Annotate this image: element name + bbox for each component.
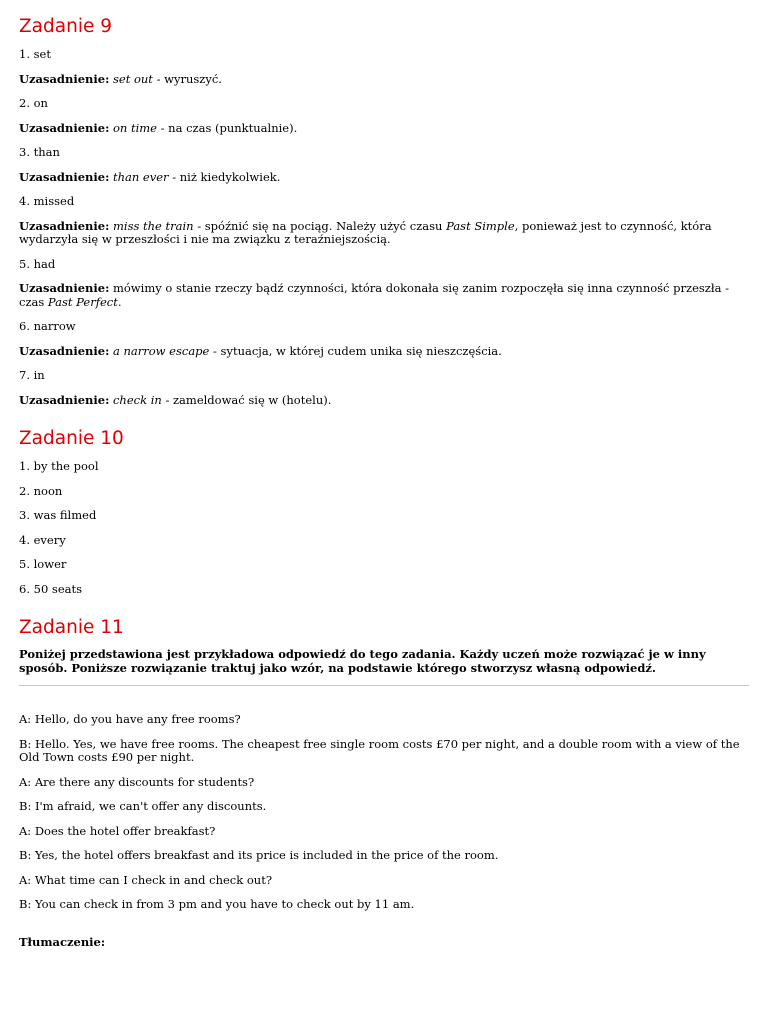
section-zadanie-9 [19, 14, 749, 407]
dialog-line: A: Hello, do you have any free rooms? [19, 712, 241, 726]
justification-label: Uzasadnienie: [19, 343, 110, 358]
section-zadanie-10 [19, 426, 749, 596]
explanation-end: . [117, 294, 122, 309]
justification-label: Uzasadnienie: [19, 281, 110, 295]
answer-6: 6. 50 seats [19, 581, 83, 596]
justification-7 [19, 394, 749, 408]
explanation: - sytuacja, w której cudem unika się nieszczęścia. [209, 343, 502, 358]
answer-3: 3. was filmed [19, 508, 97, 522]
answer-5: 5. had [19, 256, 56, 271]
section-title: Zadanie 11 [19, 617, 124, 638]
section-title: Zadanie 10 [19, 428, 124, 449]
dialog-line: B: You can check in from 3 pm and you have to check out by 11 am. [19, 897, 415, 911]
dialog-line: A: What time can I check in and check out? [19, 872, 272, 887]
justification-label: Uzasadnienie: [19, 169, 110, 184]
translation-heading: Tłumaczenie: [19, 934, 106, 949]
explanation: - na czas (punktualnie). [156, 120, 298, 135]
tense-name: Past Simple [446, 218, 515, 233]
justification-1 [19, 73, 749, 87]
intro-note: Poniżej przedstawiona jest przykładowa odpowiedź do tego zadania. Każdy uczeń może rozwiązać je w inny sposób. Poniższe rozwiązanie traktuj jako wzór, na podstawie którego stworzysz własną odpowiedź. [19, 647, 706, 675]
answer-1: 1. set [19, 47, 51, 61]
dialog-line: B: Yes, the hotel offers breakfast and its price is included in the price of the room. [19, 848, 499, 862]
answer-2: 2. noon [19, 483, 63, 498]
justification-2 [19, 122, 749, 136]
document-page [19, 14, 749, 949]
section-zadanie-11 [19, 615, 749, 949]
dialog-line: B: Hello. Yes, we have free rooms. The cheapest free single room costs £70 per night, and a double room with a view of the Old Town costs £90 per night. [19, 736, 740, 764]
answer-4: 4. missed [19, 194, 75, 208]
tense-name: Past Perfect [47, 294, 118, 309]
dialog-line: B: I'm afraid, we can't offer any discounts. [19, 799, 267, 813]
answer-5: 5. lower [19, 557, 67, 571]
justification-label: Uzasadnienie: [19, 120, 110, 135]
answer-3: 3. than [19, 145, 60, 159]
section-title: Zadanie 9 [19, 16, 112, 37]
dialog-line: A: Does the hotel offer breakfast? [19, 823, 216, 838]
explanation: - spóźnić się na pociąg. Należy użyć czasu [193, 218, 447, 233]
explanation: - wyruszyć. [152, 71, 222, 86]
answer-2: 2. on [19, 96, 48, 110]
term: on time [112, 120, 157, 135]
term: a narrow escape [112, 343, 210, 358]
explanation-continued: , ponieważ jest to czynność, która wydarzyła się w przeszłości i nie ma związku z teraźniejszością. [19, 218, 712, 246]
justification-3 [19, 171, 749, 185]
answer-6: 6. narrow [19, 319, 76, 333]
sample-dialog [19, 713, 749, 912]
justification-label: Uzasadnienie: [19, 71, 110, 86]
justification-label: Uzasadnienie: [19, 218, 110, 233]
answer-7: 7. in [19, 368, 45, 382]
explanation: mówimy o stanie rzeczy bądź czynności, która dokonała się zanim rozpoczęła się inna czynność przeszła - czas [19, 281, 729, 309]
justification-6 [19, 345, 749, 359]
explanation: - niż kiedykolwiek. [168, 169, 281, 184]
term: check in [112, 392, 162, 407]
justification-4 [19, 220, 749, 247]
answer-4: 4. every [19, 532, 66, 547]
justification-5 [19, 282, 749, 309]
term: than ever [112, 169, 169, 184]
dialog-line: A: Are there any discounts for students? [19, 774, 255, 789]
term: miss the train [112, 218, 194, 233]
term: set out [112, 71, 153, 86]
answer-1: 1. by the pool [19, 459, 99, 473]
explanation: - zameldować się w (hotelu). [161, 392, 332, 407]
divider [19, 685, 749, 686]
justification-label: Uzasadnienie: [19, 392, 110, 407]
